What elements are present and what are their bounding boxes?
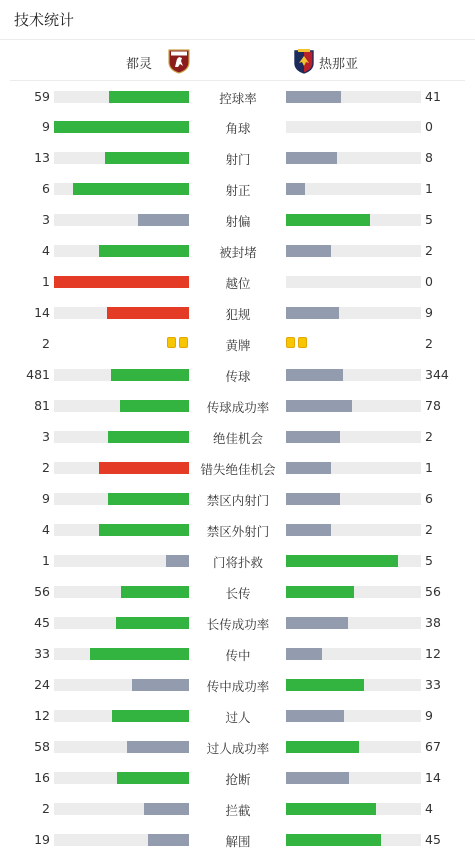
stat-row xyxy=(0,111,475,142)
stat-label: 传中 xyxy=(225,648,251,663)
home-bar-track xyxy=(54,462,189,474)
stat-row xyxy=(0,762,475,793)
stat-label: 禁区内射门 xyxy=(206,493,270,508)
stat-label: 越位 xyxy=(225,276,251,291)
home-yellow-cards xyxy=(167,337,188,348)
away-value: 9 xyxy=(425,305,433,320)
home-bar-fill xyxy=(54,121,189,133)
home-bar-fill xyxy=(108,431,189,443)
home-value: 56 xyxy=(34,584,50,599)
stat-label: 解围 xyxy=(225,834,251,849)
home-bar-track xyxy=(54,648,189,660)
home-bar-track xyxy=(54,214,189,226)
stat-row xyxy=(0,514,475,545)
away-value: 5 xyxy=(425,553,433,568)
away-value: 67 xyxy=(425,739,441,754)
page-title: 技术统计 xyxy=(14,11,75,29)
stat-row xyxy=(0,669,475,700)
home-bar-track xyxy=(54,152,189,164)
home-bar-track xyxy=(54,121,189,133)
away-bar-track xyxy=(286,91,421,103)
away-value: 2 xyxy=(425,429,433,444)
stat-label: 错失绝佳机会 xyxy=(200,462,276,477)
away-value: 2 xyxy=(425,522,433,537)
home-bar-track xyxy=(54,741,189,753)
away-value: 5 xyxy=(425,212,433,227)
away-value: 33 xyxy=(425,677,441,692)
away-value: 78 xyxy=(425,398,441,413)
away-team-name: 热那亚 xyxy=(319,57,359,72)
away-bar-track xyxy=(286,648,421,660)
away-bar-fill xyxy=(286,245,331,257)
stat-row xyxy=(0,390,475,421)
away-yellow-cards xyxy=(286,337,307,348)
home-bar-track xyxy=(54,679,189,691)
home-value: 14 xyxy=(34,305,50,320)
home-value: 19 xyxy=(34,832,50,847)
stat-label: 长传成功率 xyxy=(206,617,270,632)
away-bar-track xyxy=(286,276,421,288)
home-bar-track xyxy=(54,772,189,784)
away-bar-fill xyxy=(286,183,305,195)
stat-row xyxy=(0,700,475,731)
away-bar-track xyxy=(286,183,421,195)
stat-row xyxy=(0,421,475,452)
home-bar-track xyxy=(54,400,189,412)
home-bar-fill xyxy=(121,586,189,598)
home-bar-fill xyxy=(127,741,189,753)
home-bar-fill xyxy=(148,834,189,846)
stat-label: 射偏 xyxy=(225,214,251,229)
away-value: 1 xyxy=(425,460,433,475)
stat-label: 传中成功率 xyxy=(206,679,270,694)
away-value: 8 xyxy=(425,150,433,165)
home-value: 6 xyxy=(42,181,50,196)
home-bar-fill xyxy=(105,152,189,164)
home-value: 9 xyxy=(42,491,50,506)
away-value: 12 xyxy=(425,646,441,661)
away-bar-fill xyxy=(286,803,376,815)
away-value: 38 xyxy=(425,615,441,630)
stat-row xyxy=(0,607,475,638)
home-value: 4 xyxy=(42,522,50,537)
home-bar-fill xyxy=(108,493,189,505)
stat-row xyxy=(0,824,475,855)
home-bar-fill xyxy=(144,803,189,815)
away-bar-fill xyxy=(286,307,339,319)
stat-label: 禁区外射门 xyxy=(206,524,270,539)
home-bar-track xyxy=(54,183,189,195)
away-team-logo-icon xyxy=(293,48,315,78)
away-bar-fill xyxy=(286,462,331,474)
away-bar-track xyxy=(286,462,421,474)
home-bar-fill xyxy=(120,400,189,412)
stat-row xyxy=(0,235,475,266)
away-value: 4 xyxy=(425,801,433,816)
home-bar-track xyxy=(54,803,189,815)
away-value: 45 xyxy=(425,832,441,847)
home-bar-track xyxy=(54,369,189,381)
away-bar-fill xyxy=(286,431,340,443)
stat-row xyxy=(0,452,475,483)
stat-label: 过人 xyxy=(225,710,251,725)
home-bar-fill xyxy=(112,710,189,722)
away-bar-track xyxy=(286,369,421,381)
away-value: 56 xyxy=(425,584,441,599)
away-bar-track xyxy=(286,245,421,257)
stat-row xyxy=(0,297,475,328)
away-bar-track xyxy=(286,834,421,846)
stat-row xyxy=(0,545,475,576)
stat-label: 绝佳机会 xyxy=(212,431,263,446)
home-bar-fill xyxy=(109,91,189,103)
away-value: 0 xyxy=(425,274,433,289)
home-value: 81 xyxy=(34,398,50,413)
away-bar-track xyxy=(286,493,421,505)
home-bar-track xyxy=(54,493,189,505)
home-team-logo-icon xyxy=(167,48,191,78)
home-bar-track xyxy=(54,617,189,629)
away-bar-fill xyxy=(286,679,364,691)
away-bar-track xyxy=(286,307,421,319)
stat-label: 传球成功率 xyxy=(206,400,270,415)
home-bar-fill xyxy=(99,245,189,257)
home-value: 2 xyxy=(42,801,50,816)
stat-row xyxy=(0,81,475,111)
away-value: 9 xyxy=(425,708,433,723)
home-value: 481 xyxy=(26,367,50,382)
home-bar-track xyxy=(54,307,189,319)
stat-label: 拦截 xyxy=(225,803,251,818)
away-bar-track xyxy=(286,400,421,412)
away-value: 0 xyxy=(425,119,433,134)
home-value: 45 xyxy=(34,615,50,630)
stat-label: 控球率 xyxy=(219,91,257,106)
stat-label: 射正 xyxy=(225,183,251,198)
stat-row xyxy=(0,731,475,762)
away-value: 2 xyxy=(425,243,433,258)
away-bar-fill xyxy=(286,152,337,164)
away-bar-track xyxy=(286,214,421,226)
away-bar-fill xyxy=(286,524,331,536)
away-value: 1 xyxy=(425,181,433,196)
home-bar-track xyxy=(54,555,189,567)
away-value: 14 xyxy=(425,770,441,785)
stat-row xyxy=(0,576,475,607)
stat-row xyxy=(0,483,475,514)
home-bar-fill xyxy=(166,555,189,567)
away-bar-fill xyxy=(286,493,340,505)
away-value: 344 xyxy=(425,367,449,382)
away-bar-fill xyxy=(286,586,354,598)
away-bar-fill xyxy=(286,91,341,103)
away-bar-fill xyxy=(286,710,344,722)
home-value: 59 xyxy=(34,89,50,104)
stat-label: 过人成功率 xyxy=(206,741,270,756)
stats-list xyxy=(0,81,475,855)
away-value: 6 xyxy=(425,491,433,506)
yellow-card-icon xyxy=(167,337,176,348)
home-bar-fill xyxy=(132,679,189,691)
away-bar-track xyxy=(286,431,421,443)
home-value: 1 xyxy=(42,274,50,289)
stat-row xyxy=(0,142,475,173)
away-bar-fill xyxy=(286,555,398,567)
away-value: 2 xyxy=(425,336,433,351)
away-bar-fill xyxy=(286,772,349,784)
home-value: 2 xyxy=(42,336,50,351)
home-bar-fill xyxy=(111,369,189,381)
home-value: 16 xyxy=(34,770,50,785)
home-bar-track xyxy=(54,586,189,598)
home-team-name: 都灵 xyxy=(125,57,152,72)
home-bar-fill xyxy=(107,307,189,319)
home-value: 9 xyxy=(42,119,50,134)
stat-label: 犯规 xyxy=(225,307,251,322)
home-bar-fill xyxy=(117,772,189,784)
away-bar-track xyxy=(286,803,421,815)
away-bar-track xyxy=(286,152,421,164)
section-header xyxy=(0,0,475,40)
away-bar-fill xyxy=(286,648,322,660)
home-bar-fill xyxy=(54,276,189,288)
home-value: 24 xyxy=(34,677,50,692)
home-bar-fill xyxy=(99,524,189,536)
away-value: 41 xyxy=(425,89,441,104)
stat-row xyxy=(0,204,475,235)
yellow-card-icon xyxy=(179,337,188,348)
home-bar-track xyxy=(54,834,189,846)
yellow-card-icon xyxy=(298,337,307,348)
away-bar-track xyxy=(286,586,421,598)
home-value: 2 xyxy=(42,460,50,475)
stat-label: 黄牌 xyxy=(225,338,251,353)
stat-label: 长传 xyxy=(225,586,251,601)
home-value: 12 xyxy=(34,708,50,723)
stat-row xyxy=(0,638,475,669)
home-value: 4 xyxy=(42,243,50,258)
home-bar-fill xyxy=(99,462,189,474)
away-bar-track xyxy=(286,741,421,753)
away-bar-track xyxy=(286,555,421,567)
stat-row xyxy=(0,173,475,204)
away-bar-fill xyxy=(286,214,370,226)
away-bar-track xyxy=(286,679,421,691)
home-bar-fill xyxy=(116,617,189,629)
stat-row xyxy=(0,328,475,359)
teams-header xyxy=(10,40,465,81)
away-bar-fill xyxy=(286,617,348,629)
stat-label: 抢断 xyxy=(225,772,251,787)
home-bar-fill xyxy=(138,214,189,226)
home-bar-track xyxy=(54,710,189,722)
home-value: 58 xyxy=(34,739,50,754)
stat-label: 角球 xyxy=(225,121,251,136)
stat-label: 被封堵 xyxy=(219,245,257,260)
home-bar-fill xyxy=(90,648,189,660)
away-bar-track xyxy=(286,121,421,133)
home-value: 1 xyxy=(42,553,50,568)
away-bar-track xyxy=(286,524,421,536)
home-bar-track xyxy=(54,91,189,103)
stat-row xyxy=(0,266,475,297)
stat-label: 门将扑救 xyxy=(212,555,263,570)
away-bar-fill xyxy=(286,741,359,753)
home-value: 3 xyxy=(42,429,50,444)
home-value: 33 xyxy=(34,646,50,661)
home-bar-track xyxy=(54,276,189,288)
stat-row xyxy=(0,359,475,390)
yellow-card-icon xyxy=(286,337,295,348)
away-bar-track xyxy=(286,617,421,629)
home-bar-track xyxy=(54,245,189,257)
home-value: 13 xyxy=(34,150,50,165)
stat-row xyxy=(0,793,475,824)
home-bar-track xyxy=(54,524,189,536)
stat-label: 射门 xyxy=(225,152,251,167)
away-bar-fill xyxy=(286,400,352,412)
away-bar-fill xyxy=(286,369,343,381)
home-value: 3 xyxy=(42,212,50,227)
away-bar-track xyxy=(286,772,421,784)
home-bar-fill xyxy=(73,183,189,195)
away-bar-track xyxy=(286,710,421,722)
away-bar-fill xyxy=(286,834,381,846)
stat-label: 传球 xyxy=(225,369,251,384)
home-bar-track xyxy=(54,431,189,443)
